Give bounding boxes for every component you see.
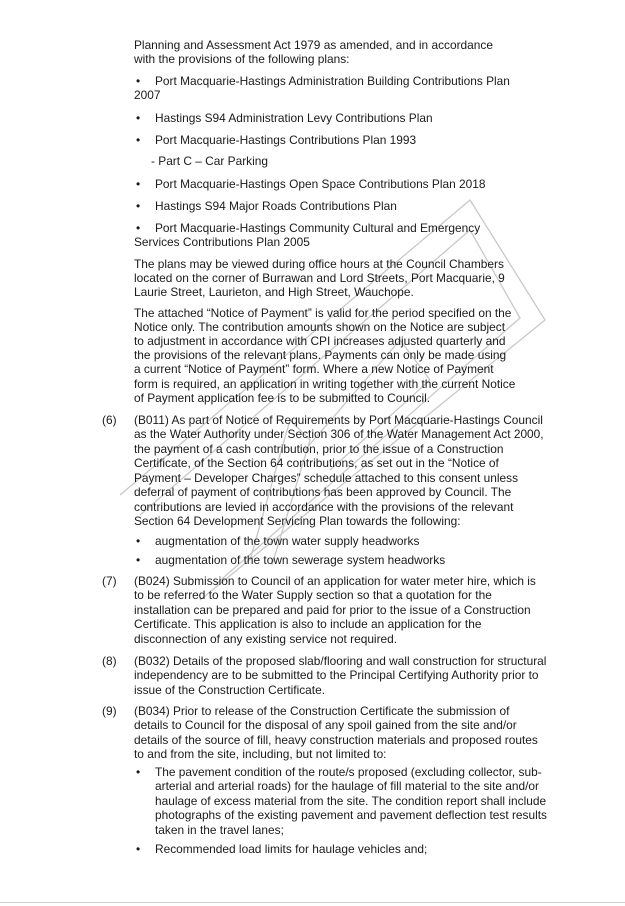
bullet-icon: •: [136, 842, 141, 856]
item-9-bullet-line: Recommended load limits for haulage vehicles and;: [155, 842, 428, 856]
notice-paragraph-line: the provisions of the relevant plans. Payments can only be made using: [134, 348, 507, 362]
notice-paragraph-line: form is required, an application in writing together with the current Notice: [134, 377, 516, 391]
notice-paragraph-line: of Payment application fee is to be submitted to Council.: [134, 391, 431, 405]
item-9-bullet-line: taken in the travel lanes;: [155, 823, 284, 837]
bullet-icon: •: [136, 765, 141, 779]
item-8-line: (B032) Details of the proposed slab/flooring and wall construction for structural: [134, 654, 547, 668]
notice-paragraph-line: The attached “Notice of Payment” is valid for the period specified on the: [134, 306, 512, 320]
bullet-icon: •: [136, 221, 141, 235]
bullet-icon: •: [136, 74, 141, 88]
bullet-icon: •: [136, 553, 141, 567]
bullet-icon: •: [136, 534, 141, 548]
intro-line: Planning and Assessment Act 1979 as amended, and in accordance: [134, 38, 493, 52]
item-number: (8): [102, 654, 117, 668]
item-number: (6): [102, 413, 117, 427]
item-number: (7): [102, 574, 117, 588]
item-6-line: contributions are levied in accordance with the provisions of the relevant: [134, 500, 514, 514]
bullet-icon: •: [136, 133, 141, 147]
notice-paragraph-line: a current “Notice of Payment” form. Where a new Notice of Payment: [134, 362, 494, 376]
item-9-line: to and from the site, including, but not limited to:: [134, 747, 387, 761]
item-6-line: Section 64 Development Servicing Plan towards the following:: [134, 514, 461, 528]
view-paragraph-line: The plans may be viewed during office hours at the Council Chambers: [134, 257, 504, 271]
item-6-bullet: augmentation of the town sewerage system headworks: [155, 553, 446, 567]
item-8-line: independency are to be submitted to the Principal Certifying Authority prior to: [134, 668, 539, 682]
item-9-bullet-line: The pavement condition of the route/s proposed (excluding collector, sub-: [155, 765, 542, 779]
plan-item: Port Macquarie-Hastings Administration Building Contributions Plan: [155, 74, 510, 88]
bullet-icon: •: [136, 199, 141, 213]
item-6-line: Certificate, of the Section 64 contributions, as set out in the “Notice of: [134, 456, 499, 470]
bullet-icon: •: [136, 177, 141, 191]
item-7-line: to be referred to the Water Supply section so that a quotation for the: [134, 588, 492, 602]
item-9-line: (B034) Prior to release of the Construction Certificate the submission of: [134, 704, 510, 718]
item-9-bullet-line: haulage of excess material from the site. The condition report shall include: [155, 794, 547, 808]
plan-item-continued: 2007: [134, 88, 161, 102]
page-bottom-rule: [0, 902, 625, 903]
item-7-line: disconnection of any existing service not required.: [134, 632, 398, 646]
item-9-bullet-line: arterial and arterial roads) for the haulage of fill material to the site and/or: [155, 779, 540, 793]
notice-paragraph-line: to adjustment in accordance with CPI increases adjusted quarterly and: [134, 334, 506, 348]
notice-paragraph-line: Notice only. The contribution amounts shown on the Notice are subject: [134, 320, 506, 334]
view-paragraph-line: Laurie Street, Laurieton, and High Street, Wauchope.: [134, 285, 414, 299]
intro-line: with the provisions of the following plans:: [134, 52, 350, 66]
item-8-line: issue of the Construction Certificate.: [134, 683, 325, 697]
item-7-line: (B024) Submission to Council of an application for water meter hire, which is: [134, 574, 536, 588]
bullet-icon: •: [136, 111, 141, 125]
item-9-bullet-line: photographs of the existing pavement and pavement deflection test results: [155, 808, 547, 822]
plan-item: Port Macquarie-Hastings Community Cultural and Emergency: [155, 221, 481, 235]
item-6-line: deferral of payment of contributions has been approved by Council. The: [134, 485, 512, 499]
plan-item: Port Macquarie-Hastings Contributions Plan 1993: [155, 133, 417, 147]
plan-item: Hastings S94 Administration Levy Contributions Plan: [155, 111, 433, 125]
item-6-line: the payment of a cash contribution, prior to the issue of a Construction: [134, 442, 504, 456]
item-6-line: (B011) As part of Notice of Requirements by Port Macquarie-Hastings Council: [134, 413, 543, 427]
item-9-line: details of the source of fill, heavy construction materials and proposed routes: [134, 733, 538, 747]
item-9-line: details to Council for the disposal of any spoil gained from the site and/or: [134, 718, 517, 732]
item-number: (9): [102, 704, 117, 718]
view-paragraph-line: located on the corner of Burrawan and Lord Streets, Port Macquarie, 9: [134, 271, 505, 285]
item-6-line: as the Water Authority under Section 306 of the Water Management Act 2000,: [134, 427, 544, 441]
plan-item: Port Macquarie-Hastings Open Space Contributions Plan 2018: [155, 177, 486, 191]
plan-subitem: - Part C – Car Parking: [151, 154, 268, 168]
item-7-line: installation can be prepared and paid for prior to the issue of a Construction: [134, 603, 531, 617]
item-7-line: Certificate. This application is also to include an application for the: [134, 617, 482, 631]
plan-item: Hastings S94 Major Roads Contributions Plan: [155, 199, 397, 213]
item-6-bullet: augmentation of the town water supply headworks: [155, 534, 420, 548]
item-6-line: Payment – Developer Charges” schedule attached to this consent unless: [134, 471, 519, 485]
plan-item-continued: Services Contributions Plan 2005: [134, 235, 310, 249]
